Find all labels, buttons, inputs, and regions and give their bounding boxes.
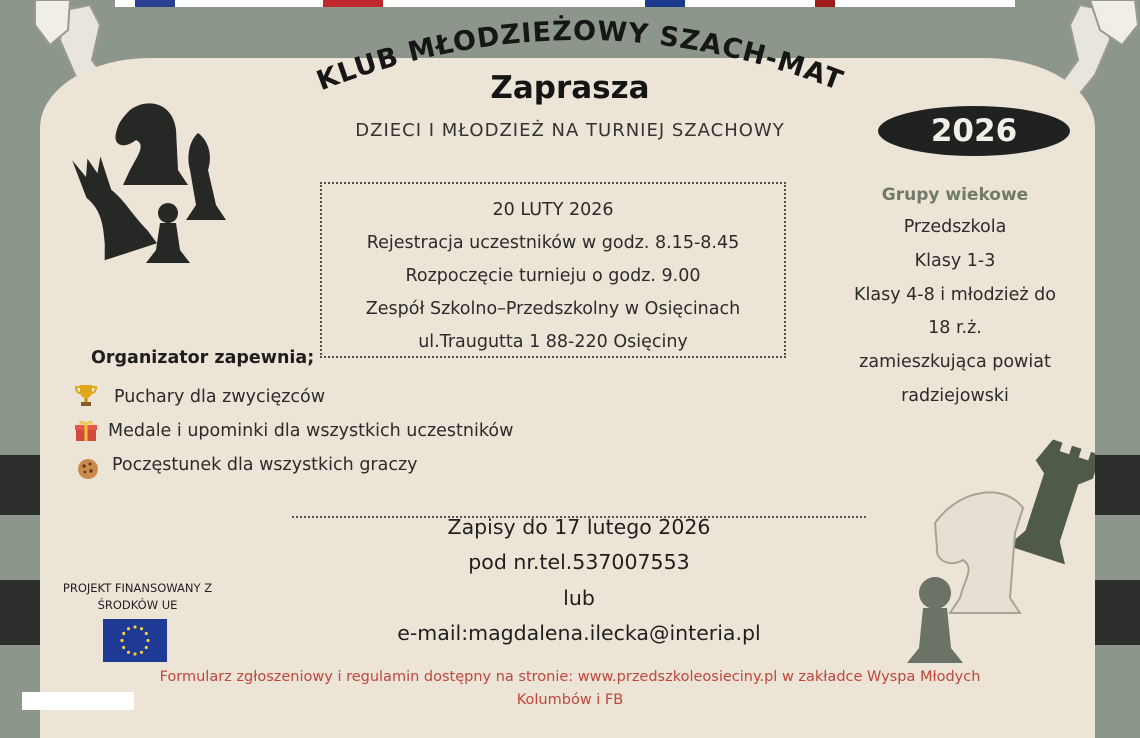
funding-line: PROJEKT FINANSOWANY Z bbox=[62, 581, 213, 595]
age-group-item: Przedszkola bbox=[903, 217, 1007, 237]
organizer-title: Organizator zapewnia; bbox=[91, 348, 315, 368]
organizer-item: Puchary dla zwycięzców bbox=[114, 387, 326, 407]
registration-time: Rejestracja uczestników w godz. 8.15-8.45 bbox=[366, 233, 740, 253]
year-badge: 2026 bbox=[878, 106, 1070, 156]
gift-icon bbox=[74, 419, 98, 443]
eu-flag-icon bbox=[103, 619, 167, 662]
signup-phone: pod nr.tel.537007553 bbox=[468, 550, 690, 574]
age-group-item: Klasy 1-3 bbox=[914, 251, 996, 271]
registration-form-note bbox=[150, 666, 990, 712]
chess-pieces-right-icon bbox=[905, 438, 1095, 673]
age-groups-title: Grupy wiekowe bbox=[881, 185, 1029, 205]
age-group-item: radziejowski bbox=[901, 386, 1009, 406]
age-group-item: zamieszkująca powiat bbox=[859, 352, 1051, 372]
cookie-icon bbox=[76, 457, 100, 481]
club-name: KLUB MŁODZIEŻOWY SZACH-MAT bbox=[312, 15, 848, 98]
organizer-item: Medale i upominki dla wszystkich uczestników bbox=[108, 421, 514, 441]
board-square bbox=[1095, 455, 1140, 515]
signup-or: lub bbox=[563, 586, 595, 610]
form-note-line[interactable]: Formularz zgłoszeniowy i regulamin dostępny na stronie: www.przedszkoleosieciny.pl w zakładce Wyspa Młodych bbox=[159, 669, 981, 685]
event-details-box bbox=[320, 182, 786, 358]
age-group-item: 18 r.ż. bbox=[928, 318, 982, 338]
venue: Zespół Szkolno–Przedszkolny w Osięcinach bbox=[365, 299, 741, 319]
venue-address: ul.Traugutta 1 88-220 Osięciny bbox=[418, 332, 688, 352]
funding-line: ŚRODKÓW UE bbox=[97, 598, 178, 612]
corner-logo bbox=[22, 692, 134, 710]
signup-deadline: Zapisy do 17 lutego 2026 bbox=[447, 515, 711, 539]
signup-email[interactable]: e-mail:magdalena.ilecka@interia.pl bbox=[397, 621, 761, 645]
chess-pieces-icon bbox=[68, 95, 238, 275]
start-time: Rozpoczęcie turnieju o godz. 9.00 bbox=[405, 266, 701, 286]
funding-text bbox=[45, 580, 230, 614]
organizer-item: Poczęstunek dla wszystkich graczy bbox=[112, 455, 418, 475]
board-square bbox=[0, 455, 45, 515]
board-square bbox=[1095, 580, 1140, 645]
form-note-line: Kolumbów i FB bbox=[516, 692, 624, 708]
event-date: 20 LUTY 2026 bbox=[492, 200, 614, 220]
age-group-item: Klasy 4-8 i młodzież do bbox=[854, 285, 1056, 305]
invites-heading: Zaprasza bbox=[490, 70, 650, 106]
board-square bbox=[0, 580, 45, 645]
invitation-line: DZIECI I MŁODZIEŻ NA TURNIEJ SZACHOWY bbox=[355, 120, 785, 141]
trophy-icon bbox=[74, 383, 98, 407]
